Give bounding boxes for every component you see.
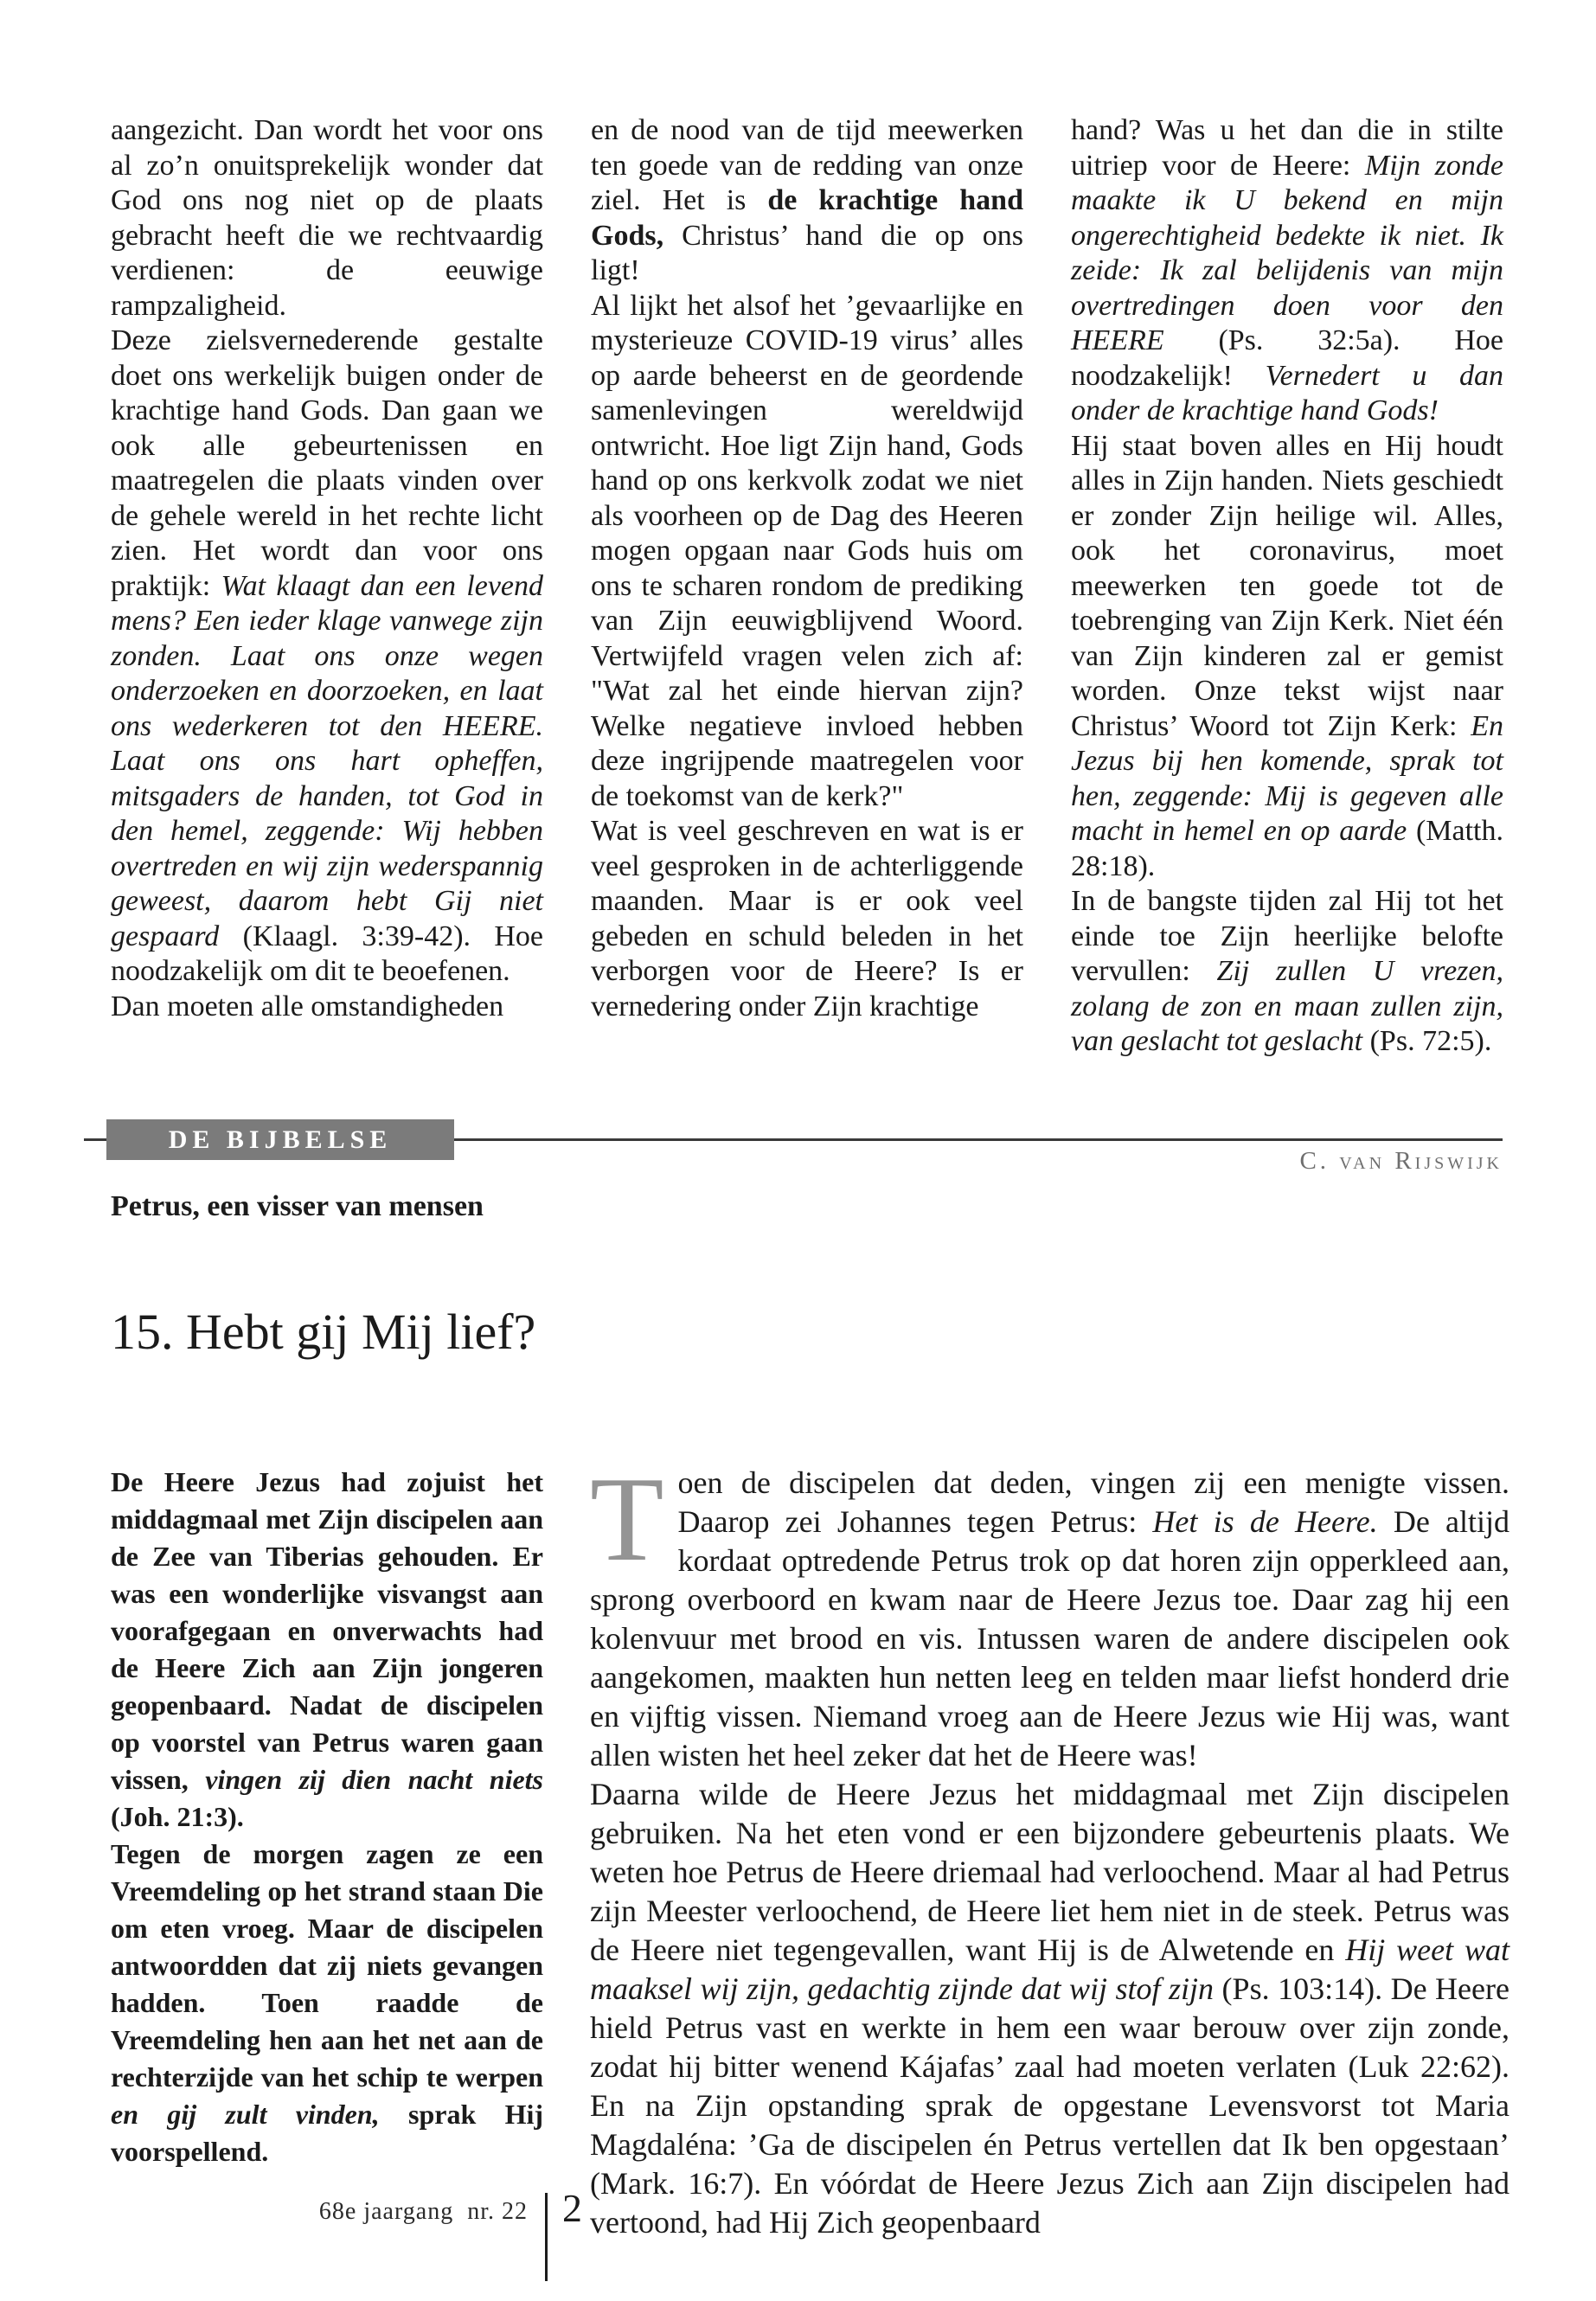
- series-subtitle: Petrus, een visser van mensen: [111, 1190, 484, 1222]
- paragraph: [590, 1452, 1510, 1775]
- text-run: (Joh. 21:3).: [111, 1801, 244, 1832]
- top-column-3: [1071, 113, 1503, 1060]
- text-run: Hij weet wat maaksel wij zijn, gedachtig zijnde dat wij stof zijn: [590, 1932, 1509, 2006]
- text-run: hand? Was u het dan die in stilte uitriep voor de Heere:: [1071, 114, 1503, 182]
- page-number: 2: [562, 2186, 582, 2230]
- paragraph-text: [591, 290, 1023, 812]
- text-run: Zij zullen U vrezen, zolang de zon en maan zullen zijn, van geslacht tot geslacht: [1071, 955, 1504, 1057]
- text-run: (Matth. 28:18).: [1071, 815, 1503, 882]
- paragraph: [1071, 884, 1503, 1060]
- text-run: de krachtige hand Gods,: [591, 184, 1024, 252]
- paragraph: [111, 1836, 543, 2170]
- text-run: vingen zij dien nacht niets: [205, 1764, 543, 1795]
- text-run: (Ps. 32:5a). Hoe noodzakelijk!: [1071, 324, 1503, 392]
- text-run: Tegen de morgen zagen ze een Vreemdeling op het strand staan Die om eten vroeg. Maar de discipelen antwoordden dat zij niets gevangen hadden. Toen raadde de Vreemdeling hen aan het net aan de rechterzijde van het schip te werpen: [111, 1838, 543, 2093]
- text-run: (Klaagl. 3:39-42). Hoe noodzakelijk om dit te beoefenen.: [111, 920, 543, 987]
- text-run: (Ps. 103:14). De Heere hield Petrus vast en werkte in hem een waar berouw over zijn zonde, zodat hij bitter wenend Kájafas’ zaal had moeten verlaten (Luk 22:62). En na Zijn opstanding sprak de opgestane Levensvorst tot Maria Magdaléna: ’Ga de discipelen én Petrus vertellen dat Ik ben opgestaan’ (Mark. 16:7). En vóórdat de Heere Jezus Zich aan Zijn discipelen had vertoond, had Hij Zich geopenbaard: [590, 1971, 1509, 2240]
- paragraph: [111, 1464, 543, 1836]
- paragraph: [1071, 429, 1503, 885]
- paragraph: [1071, 113, 1503, 429]
- text-run: De altijd kordaat optredende Petrus trok op dat horen zijn opperkleed aan, sprong overboord en kwam naar de Heere Jezus toe. Daar zag hij een kolenvuur met brood en vis. Intussen waren de andere discipelen ook aangekomen, maakten hun netten leeg en telden maar liefst honderd drie en vijftig vissen. Niemand vroeg aan de Heere Jezus wie Hij was, want allen wisten het heel zeker dat het de Heere was!: [590, 1504, 1510, 1772]
- footer-edition: 68e jaargang nr. 22: [318, 2198, 528, 2225]
- paragraph: [591, 113, 1023, 289]
- text-run: sprak Hij voorspellend.: [111, 2099, 544, 2167]
- top-article-columns: [111, 113, 1503, 1060]
- text-run: Wat is veel geschreven en wat is er veel gesproken in de achterliggende maanden. Maar is er ook veel gebeden en schuld beleden in het verborgen voor de Heere? Is er vernedering onder Zijn krachtige: [591, 815, 1023, 1022]
- text-run: (Ps. 72:5).: [1362, 1025, 1492, 1057]
- text-run: Dan moeten alle omstandigheden: [111, 990, 504, 1022]
- paragraph-text: [590, 1777, 1509, 2240]
- paragraph-text: [111, 1466, 543, 1832]
- text-run: De Heere Jezus had zojuist het middagmaal met Zijn discipelen aan de Zee van Tiberias gehouden. Er was een wonderlijke visvangst aan voorafgegaan en onverwachts had de Heere Zich aan Zijn jongeren geopenbaard. Nadat de discipelen op voorstel van Petrus waren gaan vissen,: [111, 1466, 543, 1795]
- section-banner: [106, 1119, 454, 1195]
- paragraph: [591, 289, 1023, 815]
- paragraph-text: [111, 1838, 543, 2167]
- chapter-title: 15. Hebt gij Mij lief?: [111, 1304, 536, 1360]
- paragraph-text: [591, 114, 1023, 286]
- top-column-1: [111, 113, 543, 1060]
- top-column-2: [591, 113, 1023, 1060]
- article-left-column: [111, 1464, 543, 2170]
- paragraph-text: [1071, 114, 1503, 426]
- paragraph-text: [111, 114, 543, 322]
- text-run: En Jezus bij hen komende, sprak tot hen, zeggende: Mij is gegeven alle macht in hemel en op aarde: [1071, 709, 1503, 847]
- text-run: Al lijkt het alsof het ’gevaarlijke en mysterieuze COVID-19 virus’ alles op aarde beheerst en de geordende samenlevingen wereldwijd ontwricht. Hoe ligt Zijn hand, Gods hand op ons kerkvolk zodat we niet als voorheen op de Dag des Heeren mogen opgaan naar Gods huis om ons te scharen rondom de prediking van Zijn eeuwigblijvend Woord. Vertwijfeld vragen velen zich af: "Wat zal het einde hiervan zijn? Welke negatieve invloed hebben deze ingrijpende maatregelen voor de toekomst van de kerk?": [591, 289, 1023, 812]
- text-run: en gij zult vinden,: [111, 2099, 380, 2130]
- paragraph-text: [1071, 430, 1503, 882]
- paragraph-text: [1071, 885, 1503, 1057]
- section-banner-title: DE BIJBELSE GESCHIEDENIS: [150, 1125, 411, 1195]
- text-run: Christus’ hand die op ons ligt!: [591, 219, 1023, 286]
- paragraph: [111, 990, 543, 1025]
- paragraph-text: [591, 815, 1023, 1022]
- author-name: C. van Rijswijk: [1299, 1147, 1503, 1175]
- text-run: Het is de Heere.: [1152, 1504, 1378, 1539]
- text-run: Daarna wilde de Heere Jezus het middagmaal met Zijn discipelen gebruiken. Na het eten vond er een bijzondere gebeurtenis plaats. We weten hoe Petrus de Heere driemaal had verloochend. Maar al had Petrus zijn Meester verloochend, de Heere liet hem niet in de steek. Petrus was de Heere niet tegengevallen, want Hij is de Alwetende en: [590, 1777, 1509, 1967]
- article-right-column: [590, 1452, 1510, 2242]
- paragraph: [591, 814, 1023, 1024]
- text-run: Vernedert u dan onder de krachtige hand Gods!: [1071, 359, 1503, 426]
- drop-cap-letter: T: [590, 1452, 664, 1586]
- paragraph-text: [590, 1452, 1510, 1772]
- paragraph: [590, 1775, 1509, 2242]
- paragraph-text: [111, 324, 543, 987]
- text-run: In de bangste tijden zal Hij tot het einde toe Zijn heerlijke belofte vervullen:: [1071, 885, 1503, 987]
- paragraph-text: [111, 990, 503, 1022]
- text-run: Hij staat boven alles en Hij houdt alles in Zijn handen. Niets geschiedt er zonder Zijn heilige wil. Alles, ook het coronavirus, moet meewerken ten goede tot de toebrenging van Zijn Kerk. Niet één van Zijn kinderen zal er gemist worden. Onze tekst wijst naar Christus’ Woord tot Zijn Kerk:: [1071, 429, 1503, 742]
- text-run: oen de discipelen dat deden, vingen zij een menigte vissen. Daarop zei Johannes tegen Petrus:: [677, 1465, 1509, 1539]
- text-run: aangezicht. Dan wordt het voor ons al zo’n onuitsprekelijk wonder dat God ons nog niet op de plaats gebracht heeft die we rechtvaardig verdienen: de eeuwige rampzaligheid.: [111, 114, 543, 322]
- paragraph: [111, 113, 543, 324]
- text-run: en de nood van de tijd meewerken ten goede van de redding van onze ziel. Het is: [591, 114, 1023, 216]
- paragraph: [111, 324, 543, 990]
- footer-divider-line: [545, 2193, 548, 2281]
- text-run: Deze zielsvernederende gestalte doet ons werkelijk buigen onder de krachtige hand Gods. Dan gaan we ook alle gebeurtenissen en maatregelen die plaats vinden over de gehele wereld in het rechte licht zien. Het wordt dan voor ons praktijk:: [111, 324, 543, 602]
- text-run: Wat klaagt dan een levend mens? Een ieder klage vanwege zijn zonden. Laat ons onze wegen onderzoeken en doorzoeken, en laat ons wederkeren tot den HEERE. Laat ons ons hart opheffen, mitsgaders de handen, tot God in den hemel, zeggende: Wij hebben overtreden en wij zijn wederspannig geweest, daarom hebt Gij niet gespaard: [111, 569, 543, 952]
- text-run: Mijn zonde maakte ik U bekend en mijn ongerechtigheid bedekte ik niet. Ik zeide: Ik zal belijdenis van mijn overtredingen doen voor den HEERE: [1071, 149, 1503, 356]
